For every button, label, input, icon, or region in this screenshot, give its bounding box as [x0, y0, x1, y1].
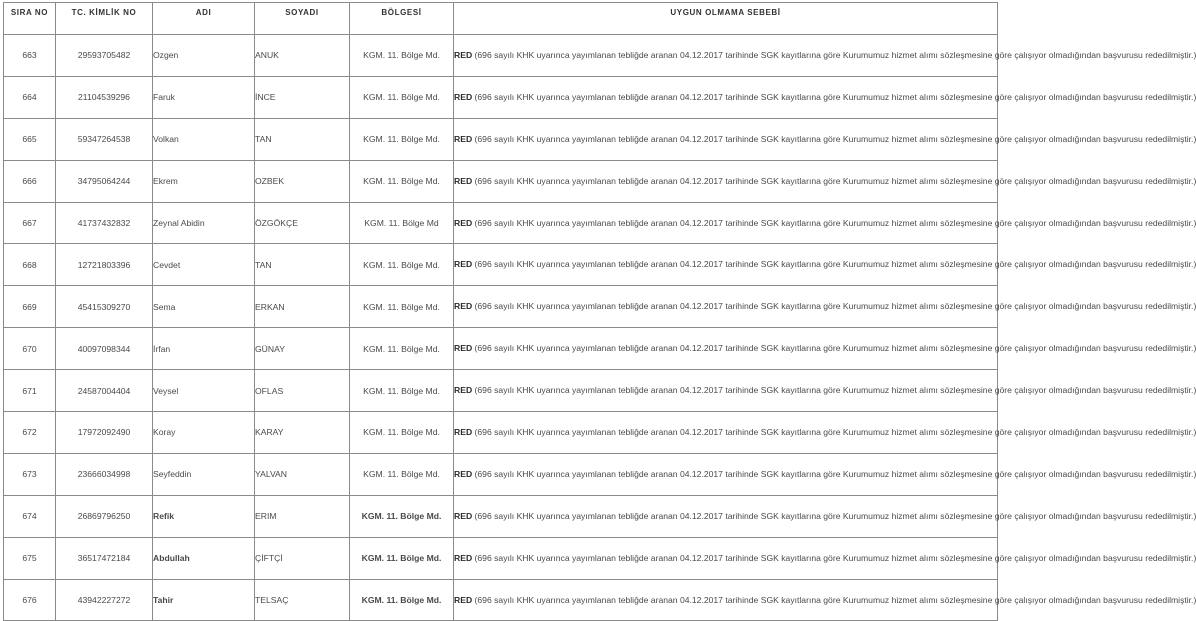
table-row [4, 244, 998, 286]
cell-tc-kimlik-no: 40097098344 [56, 328, 153, 370]
cell-tc-kimlik-no: 23666034998 [56, 453, 153, 495]
cell-sira-no: 673 [4, 453, 56, 495]
cell-adi: Zeynal Abidin [153, 202, 255, 244]
cell-uygun-olmama-sebebi [454, 286, 1196, 328]
cell-sira-no: 671 [4, 370, 56, 412]
cell-adi: Faruk [153, 76, 255, 118]
reason-text: (696 sayılı KHK uyarınca yayımlanan tebliğde aranan 04.12.2017 tarihinde SGK kayıtlarına göre Kurumumuz hizmet alımı sözleşmesine göre çalışıyor olmadığından başvurusu rededilmiştir.) [472, 49, 1196, 60]
reason-prefix: RED [454, 49, 473, 60]
reason-prefix: RED [454, 259, 473, 270]
reason-prefix: RED [454, 510, 473, 521]
reason-prefix: RED [454, 133, 473, 144]
cell-adi: Tahir [153, 579, 255, 621]
cell-sira-no: 670 [4, 328, 56, 370]
reason-text: (696 sayılı KHK uyarınca yayımlanan tebliğde aranan 04.12.2017 tarihinde SGK kayıtlarına göre Kurumumuz hizmet alımı sözleşmesine göre çalışıyor olmadığından başvurusu rededilmiştir.) [472, 217, 1196, 228]
header-bolgesi: BÖLGESİ [350, 3, 454, 35]
cell-soyadi: ANUK [255, 35, 350, 77]
cell-soyadi: TAN [255, 244, 350, 286]
applicant-table [3, 2, 1196, 621]
cell-uygun-olmama-sebebi [454, 579, 1196, 621]
cell-sira-no: 674 [4, 495, 56, 537]
reason-prefix: RED [454, 301, 473, 312]
cell-tc-kimlik-no: 12721803396 [56, 244, 153, 286]
cell-bolgesi: KGM. 11. Bölge Md. [350, 160, 454, 202]
table-row [4, 537, 998, 579]
table-row [4, 286, 998, 328]
cell-sira-no: 666 [4, 160, 56, 202]
cell-tc-kimlik-no: 36517472184 [56, 537, 153, 579]
header-tc-kimlik-no: TC. KİMLİK NO [56, 3, 153, 35]
cell-adi: Volkan [153, 118, 255, 160]
cell-tc-kimlik-no: 29593705482 [56, 35, 153, 77]
table-header-row [4, 3, 998, 35]
cell-sira-no: 663 [4, 35, 56, 77]
cell-soyadi: TAN [255, 118, 350, 160]
table-row [4, 35, 998, 77]
cell-bolgesi: KGM. 11. Bölge Md. [350, 286, 454, 328]
cell-tc-kimlik-no: 24587004404 [56, 370, 153, 412]
cell-soyadi: İNCE [255, 76, 350, 118]
cell-bolgesi: KGM. 11. Bölge Md. [350, 370, 454, 412]
cell-bolgesi: KGM. 11. Bölge Md. [350, 76, 454, 118]
reason-text: (696 sayılı KHK uyarınca yayımlanan tebliğde aranan 04.12.2017 tarihinde SGK kayıtlarına göre Kurumumuz hizmet alımı sözleşmesine göre çalışıyor olmadığından başvurusu rededilmiştir.) [472, 133, 1196, 144]
reason-text: (696 sayılı KHK uyarınca yayımlanan tebliğde aranan 04.12.2017 tarihinde SGK kayıtlarına göre Kurumumuz hizmet alımı sözleşmesine göre çalışıyor olmadığından başvurusu rededilmiştir.) [472, 426, 1196, 437]
cell-bolgesi: KGM. 11. Bölge Md. [350, 328, 454, 370]
cell-bolgesi: KGM. 11. Bölge Md. [350, 244, 454, 286]
cell-uygun-olmama-sebebi [454, 202, 1196, 244]
cell-sira-no: 664 [4, 76, 56, 118]
document-page [3, 2, 1196, 621]
table-row [4, 453, 998, 495]
header-adi: ADI [153, 3, 255, 35]
cell-uygun-olmama-sebebi [454, 453, 1196, 495]
cell-soyadi: ÖZGÖKÇE [255, 202, 350, 244]
cell-uygun-olmama-sebebi [454, 160, 1196, 202]
cell-uygun-olmama-sebebi [454, 370, 1196, 412]
cell-tc-kimlik-no: 26869796250 [56, 495, 153, 537]
cell-adi: Ekrem [153, 160, 255, 202]
cell-tc-kimlik-no: 21104539296 [56, 76, 153, 118]
cell-sira-no: 667 [4, 202, 56, 244]
cell-sira-no: 668 [4, 244, 56, 286]
cell-tc-kimlik-no: 41737432832 [56, 202, 153, 244]
cell-uygun-olmama-sebebi [454, 118, 1196, 160]
table-row [4, 370, 998, 412]
reason-text: (696 sayılı KHK uyarınca yayımlanan tebliğde aranan 04.12.2017 tarihinde SGK kayıtlarına göre Kurumumuz hizmet alımı sözleşmesine göre çalışıyor olmadığından başvurusu rededilmiştir.) [472, 552, 1196, 563]
cell-bolgesi: KGM. 11. Bölge Md. [350, 579, 454, 621]
cell-uygun-olmama-sebebi [454, 537, 1196, 579]
cell-adi: Sema [153, 286, 255, 328]
header-sira-no: SIRA NO [4, 3, 56, 35]
table-row [4, 118, 998, 160]
cell-bolgesi: KGM. 11. Bölge Md. [350, 453, 454, 495]
table-row [4, 160, 998, 202]
cell-sira-no: 676 [4, 579, 56, 621]
cell-soyadi: GÜNAY [255, 328, 350, 370]
cell-bolgesi: KGM. 11. Bölge Md. [350, 412, 454, 454]
cell-bolgesi: KGM. 11. Bölge Md. [350, 537, 454, 579]
cell-tc-kimlik-no: 43942227272 [56, 579, 153, 621]
table-row [4, 495, 998, 537]
cell-adi: Refik [153, 495, 255, 537]
cell-adi: Cevdet [153, 244, 255, 286]
cell-tc-kimlik-no: 34795064244 [56, 160, 153, 202]
reason-prefix: RED [454, 594, 473, 605]
reason-text: (696 sayılı KHK uyarınca yayımlanan tebliğde aranan 04.12.2017 tarihinde SGK kayıtlarına göre Kurumumuz hizmet alımı sözleşmesine göre çalışıyor olmadığından başvurusu rededilmiştir.) [472, 385, 1196, 396]
cell-soyadi: OZBEK [255, 160, 350, 202]
cell-bolgesi: KGM. 11. Bölge Md. [350, 35, 454, 77]
reason-text: (696 sayılı KHK uyarınca yayımlanan tebliğde aranan 04.12.2017 tarihinde SGK kayıtlarına göre Kurumumuz hizmet alımı sözleşmesine göre çalışıyor olmadığından başvurusu rededilmiştir.) [472, 468, 1196, 479]
cell-bolgesi: KGM. 11. Bölge Md. [350, 118, 454, 160]
reason-text: (696 sayılı KHK uyarınca yayımlanan tebliğde aranan 04.12.2017 tarihinde SGK kayıtlarına göre Kurumumuz hizmet alımı sözleşmesine göre çalışıyor olmadığından başvurusu rededilmiştir.) [472, 343, 1196, 354]
cell-bolgesi: KGM. 11. Bölge Md [350, 202, 454, 244]
reason-prefix: RED [454, 91, 473, 102]
reason-text: (696 sayılı KHK uyarınca yayımlanan tebliğde aranan 04.12.2017 tarihinde SGK kayıtlarına göre Kurumumuz hizmet alımı sözleşmesine göre çalışıyor olmadığından başvurusu rededilmiştir.) [472, 594, 1196, 605]
cell-soyadi: TELSAÇ [255, 579, 350, 621]
cell-adi: Abdullah [153, 537, 255, 579]
reason-prefix: RED [454, 426, 473, 437]
cell-soyadi: ÇİFTÇİ [255, 537, 350, 579]
cell-tc-kimlik-no: 17972092490 [56, 412, 153, 454]
cell-adi: Seyfeddin [153, 453, 255, 495]
header-soyadi: SOYADI [255, 3, 350, 35]
table-row [4, 579, 998, 621]
reason-text: (696 sayılı KHK uyarınca yayımlanan tebliğde aranan 04.12.2017 tarihinde SGK kayıtlarına göre Kurumumuz hizmet alımı sözleşmesine göre çalışıyor olmadığından başvurusu rededilmiştir.) [472, 91, 1196, 102]
cell-sira-no: 675 [4, 537, 56, 579]
reason-prefix: RED [454, 343, 473, 354]
reason-prefix: RED [454, 552, 473, 563]
reason-text: (696 sayılı KHK uyarınca yayımlanan tebliğde aranan 04.12.2017 tarihinde SGK kayıtlarına göre Kurumumuz hizmet alımı sözleşmesine göre çalışıyor olmadığından başvurusu rededilmiştir.) [472, 259, 1196, 270]
table-body [4, 35, 1196, 621]
cell-uygun-olmama-sebebi [454, 495, 1196, 537]
cell-uygun-olmama-sebebi [454, 35, 1196, 77]
header-uygun-olmama-sebebi: UYGUN OLMAMA SEBEBİ [454, 3, 998, 35]
table-row [4, 76, 998, 118]
reason-prefix: RED [454, 385, 473, 396]
cell-soyadi: ERKAN [255, 286, 350, 328]
cell-uygun-olmama-sebebi [454, 76, 1196, 118]
reason-prefix: RED [454, 468, 473, 479]
cell-tc-kimlik-no: 45415309270 [56, 286, 153, 328]
cell-adi: Koray [153, 412, 255, 454]
cell-uygun-olmama-sebebi [454, 412, 1196, 454]
cell-soyadi: KARAY [255, 412, 350, 454]
cell-adi: İrfan [153, 328, 255, 370]
table-row [4, 412, 998, 454]
reason-prefix: RED [454, 217, 473, 228]
cell-sira-no: 669 [4, 286, 56, 328]
cell-bolgesi: KGM. 11. Bölge Md. [350, 495, 454, 537]
reason-text: (696 sayılı KHK uyarınca yayımlanan tebliğde aranan 04.12.2017 tarihinde SGK kayıtlarına göre Kurumumuz hizmet alımı sözleşmesine göre çalışıyor olmadığından başvurusu rededilmiştir.) [472, 510, 1196, 521]
cell-uygun-olmama-sebebi [454, 244, 1196, 286]
cell-adi: Veysel [153, 370, 255, 412]
cell-sira-no: 672 [4, 412, 56, 454]
cell-sira-no: 665 [4, 118, 56, 160]
reason-text: (696 sayılı KHK uyarınca yayımlanan tebliğde aranan 04.12.2017 tarihinde SGK kayıtlarına göre Kurumumuz hizmet alımı sözleşmesine göre çalışıyor olmadığından başvurusu rededilmiştir.) [472, 175, 1196, 186]
cell-soyadi: ERIM [255, 495, 350, 537]
reason-prefix: RED [454, 175, 473, 186]
cell-uygun-olmama-sebebi [454, 328, 1196, 370]
reason-text: (696 sayılı KHK uyarınca yayımlanan tebliğde aranan 04.12.2017 tarihinde SGK kayıtlarına göre Kurumumuz hizmet alımı sözleşmesine göre çalışıyor olmadığından başvurusu rededilmiştir.) [472, 301, 1196, 312]
cell-soyadi: OFLAS [255, 370, 350, 412]
cell-tc-kimlik-no: 59347264538 [56, 118, 153, 160]
table-row [4, 202, 998, 244]
table-row [4, 328, 998, 370]
cell-adi: Ozgen [153, 35, 255, 77]
cell-soyadi: YALVAN [255, 453, 350, 495]
